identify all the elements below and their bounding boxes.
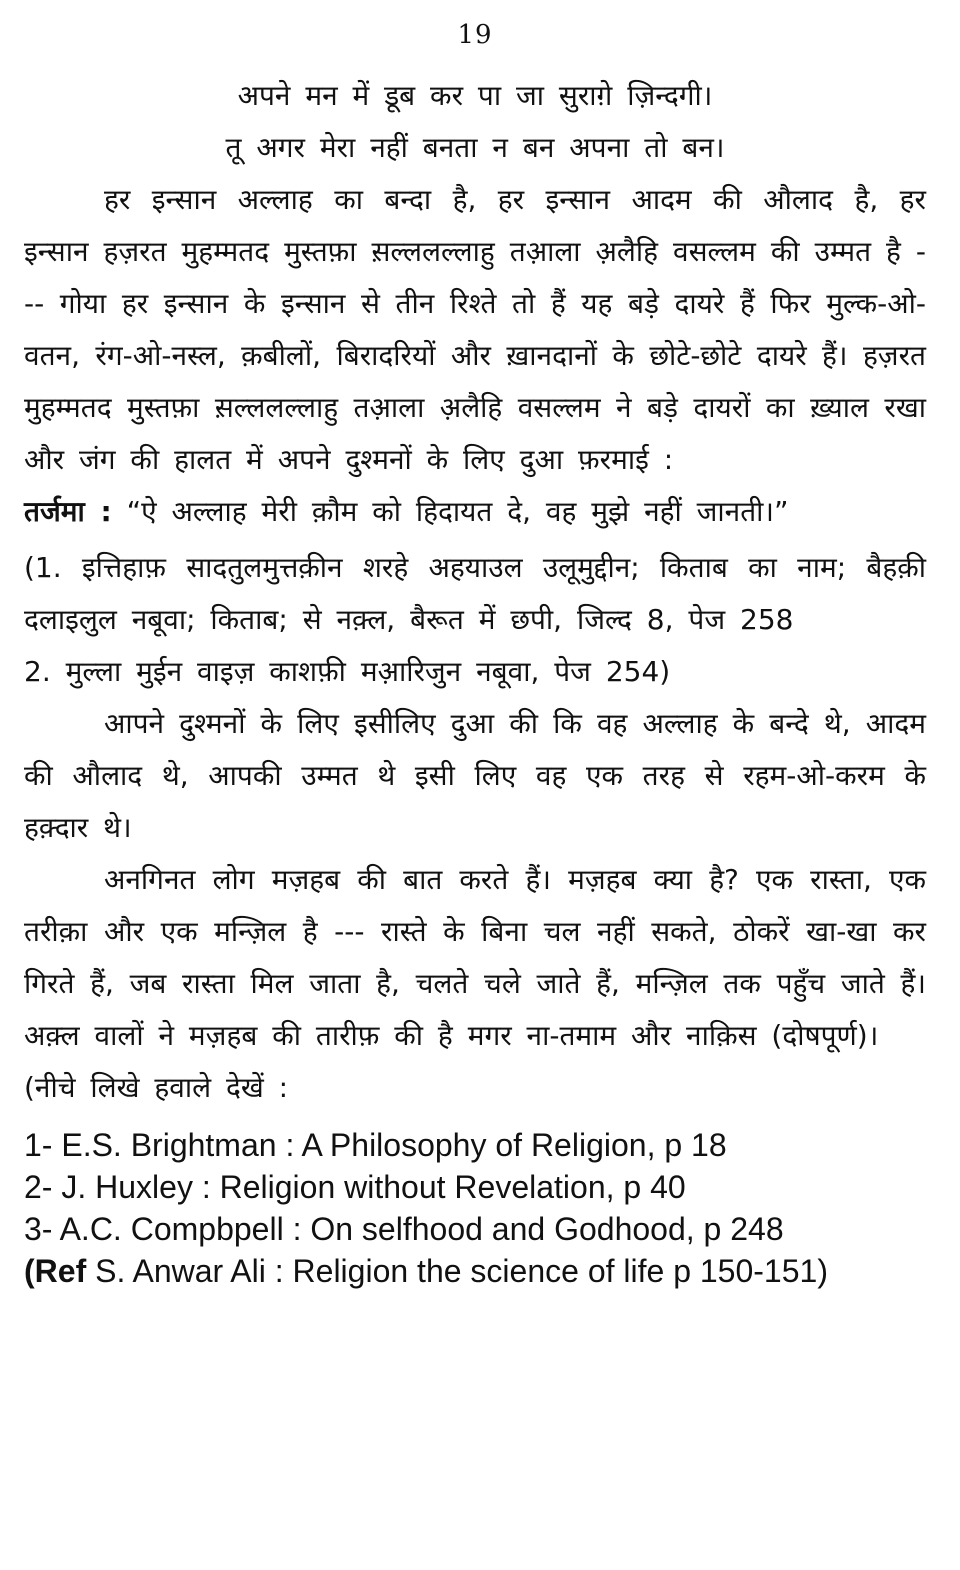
couplet-line-1: अपने मन में डूब कर पा जा सुराग़े ज़िन्दगी।: [237, 79, 713, 112]
paragraph-3: अनगिनत लोग मज़हब की बात करते हैं। मज़हब क्या है? एक रास्ता, एक तरीक़ा और एक मन्ज़िल है --- रास्ते के बिना चल नहीं सकते, ठोकरें खा-खा कर गिरते हैं, जब रास्ता मिल जाता है, चलते चले जाते हैं, मन्ज़िल तक पहुँच जाते हैं। अक़्ल वालों ने मज़हब की तारीफ़ की है मगर ना-तमाम और नाक़िस (दोषपूर्ण)।: [24, 863, 927, 1052]
translation-paragraph: [24, 486, 926, 538]
paragraph-2: आपने दुश्मनों के लिए इसीलिए दुआ की कि वह अल्लाह के बन्दे थे, आदम की औलाद थे, आपकी उम्मत थे इसी लिए वह एक तरह से रहम-ओ-करम के हक़्दार थे।: [24, 707, 926, 844]
translation-text: “ऐ अल्लाह मेरी क़ौम को हिदायत दे, वह मुझे नहीं जानती।”: [126, 495, 789, 528]
page-number: 19: [457, 20, 493, 50]
final-reference-prefix: (Ref: [24, 1253, 87, 1289]
reference-item: 3- A.C. Compbpell : On selfhood and Godhood, p 248: [24, 1211, 784, 1247]
references-intro: (नीचे लिखे हवाले देखें :: [24, 1071, 289, 1104]
citation-2: 2. मुल्ला मुईन वाइज़ काशफ़ी मआ़रिजुन नबूवा, पेज 254): [24, 655, 671, 688]
reference-item: 1- E.S. Brightman : A Philosophy of Religion, p 18: [24, 1127, 727, 1163]
final-reference: [24, 1250, 926, 1292]
paragraph-1: हर इन्सान अल्लाह का बन्दा है, हर इन्सान आदम की औलाद है, हर इन्सान हज़रत मुहम्मतद मुस्तफ़ा स़ल्ललल्लाहु तआ़ला अ़लैहि वसल्लम की उम्मत है --- गोया हर इन्सान के इन्सान से तीन रिश्ते तो हैं यह बड़े दायरे हैं फिर मुल्क-ओ-वतन, रंग-ओ-नस्ल, क़बीलों, बिरादरियों और ख़ानदानों के छोटे-छोटे दायरे हैं। हज़रत मुहम्मतद मुस्तफ़ा स़ल्ललल्लाहु तआ़ला अ़लैहि वसल्लम ने बड़े दायरों का ख़्याल रखा और जंग की हालत में अपने दुश्मनों के लिए दुआ फ़रमाई :: [24, 183, 926, 476]
reference-item: 2- J. Huxley : Religion without Revelation, p 40: [24, 1169, 686, 1205]
citation-1: (1. इत्तिहाफ़ सादतुलमुत्तक़ीन शरहे अहयाउल उलूमुद्दीन; किताब का नाम; बैहक़ी दलाइलुल नबूवा; किताब; से नक़्ल, बैरूत में छपी, जिल्द 8, पेज 258: [24, 551, 926, 636]
references-list: [24, 1124, 926, 1292]
citations: [24, 542, 926, 698]
translation-label: तर्जमा :: [24, 495, 112, 528]
final-reference-text: S. Anwar Ali : Religion the science of life p 150-151): [86, 1253, 828, 1289]
couplet-line-2: तू अगर मेरा नहीं बनता न बन अपना तो बन।: [225, 131, 725, 164]
couplet: [24, 70, 926, 174]
